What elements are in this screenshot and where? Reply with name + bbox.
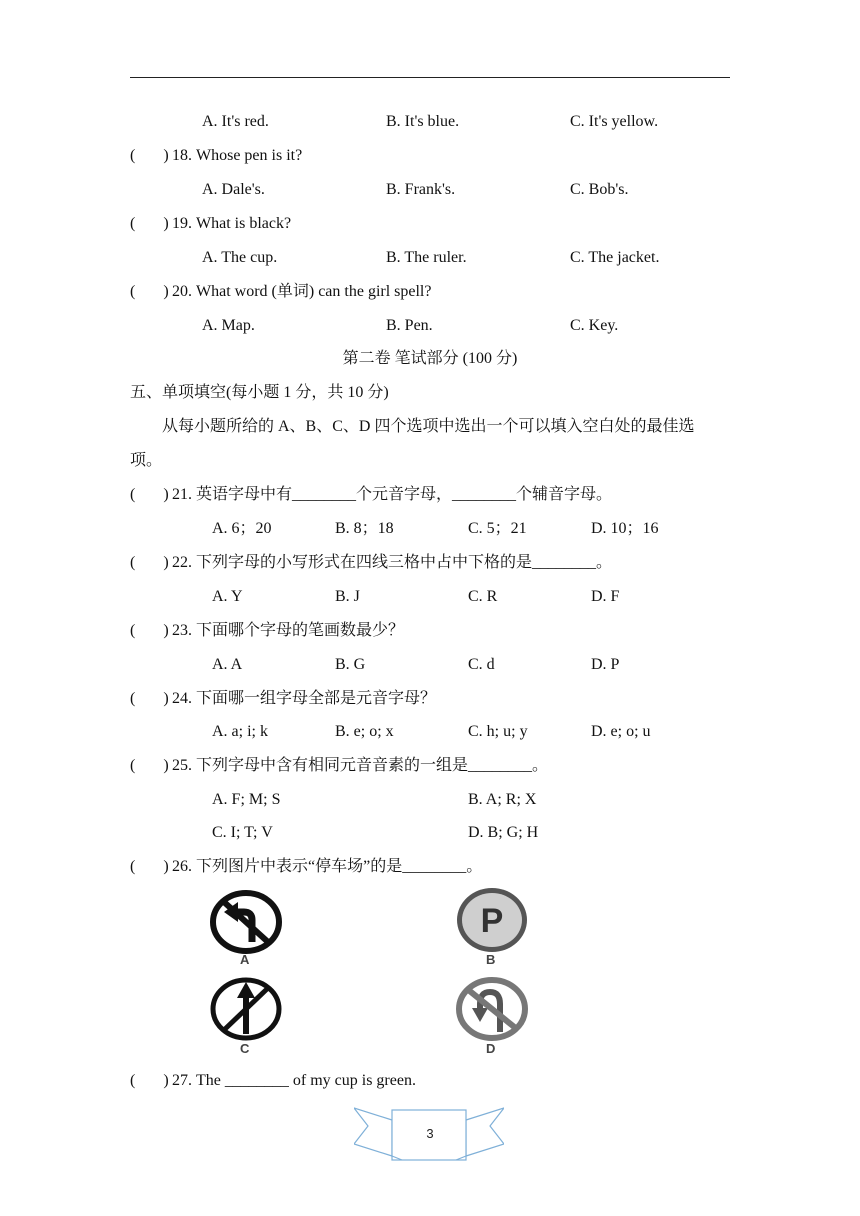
sign-label-a: A (240, 952, 250, 967)
q19-option-c: C. The jacket. (570, 249, 660, 266)
header-rule (130, 77, 730, 78)
q20-option-c: C. Key. (570, 317, 619, 334)
question-24: ( ) 24. 下面哪一组字母全部是元音字母？ (130, 690, 437, 707)
question-25: ( ) 25. 下列字母中含有相同元音音素的一组是________。 (130, 757, 549, 774)
q17-option-b: B. It's blue. (386, 113, 460, 130)
no-straight-sign-icon (208, 976, 284, 1042)
q23-option-c: C. d (468, 656, 495, 673)
q18-option-a: A. Dale's. (202, 181, 265, 198)
q20-option-a: A. Map. (202, 317, 255, 334)
q25-option-b: B. A; R; X (468, 791, 537, 808)
sign-label-d: D (486, 1041, 496, 1056)
sign-label-b: B (486, 952, 496, 967)
q23-option-a: A. A (212, 656, 243, 673)
parking-sign-icon (454, 886, 530, 954)
q25-option-a: A. F; M; S (212, 791, 281, 808)
q24-option-c: C. h; u; y (468, 723, 528, 740)
q22-option-d: D. F (591, 588, 620, 605)
question-18: ( ) 18. Whose pen is it? (130, 147, 303, 164)
question-27: ( ) 27. The ________ of my cup is green. (130, 1072, 416, 1089)
question-26: ( ) 26. 下列图片中表示“停车场”的是________。 (130, 858, 483, 875)
q17-option-c: C. It's yellow. (570, 113, 659, 130)
question-21: ( ) 21. 英语字母中有________个元音字母，________个辅音字母。 (130, 486, 613, 503)
q25-option-d: D. B; G; H (468, 824, 539, 841)
q18-option-b: B. Frank's. (386, 181, 456, 198)
q23-option-b: B. G (335, 656, 366, 673)
q18-option-c: C. Bob's. (570, 181, 629, 198)
q22-option-a: A. Y (212, 588, 243, 605)
part2-title: 第二卷 笔试部分 (100 分) (342, 350, 518, 367)
q24-option-d: D. e; o; u (591, 723, 651, 740)
question-20: ( ) 20. What word (单词) can the girl spell? (130, 283, 432, 300)
q17-option-a: A. It's red. (202, 113, 269, 130)
question-19: ( ) 19. What is black? (130, 215, 292, 232)
q21-option-b: B. 8；18 (335, 520, 394, 537)
q21-option-c: C. 5；21 (468, 520, 527, 537)
question-23: ( ) 23. 下面哪个字母的笔画数最少？ (130, 622, 405, 639)
q19-option-a: A. The cup. (202, 249, 278, 266)
sign-label-c: C (240, 1041, 250, 1056)
q21-option-a: A. 6；20 (212, 520, 272, 537)
q23-option-d: D. P (591, 656, 620, 673)
q24-option-b: B. e; o; x (335, 723, 394, 740)
section5-instruction-line1: 从每小题所给的 A、B、C、D 四个选项中选出一个可以填入空白处的最佳选 (162, 418, 695, 435)
section5-instruction-line2: 项。 (130, 452, 163, 469)
page-number: 3 (426, 1126, 434, 1141)
q25-option-c: C. I; T; V (212, 824, 273, 841)
q24-option-a: A. a; i; k (212, 723, 268, 740)
q19-option-b: B. The ruler. (386, 249, 467, 266)
section5-title: 五、单项填空(每小题 1 分，共 10 分) (130, 384, 389, 401)
no-left-turn-sign-icon (208, 890, 284, 956)
q20-option-b: B. Pen. (386, 317, 433, 334)
no-u-turn-sign-icon (454, 976, 530, 1042)
q21-option-d: D. 10；16 (591, 520, 659, 537)
parking-letter: P (480, 902, 504, 940)
question-22: ( ) 22. 下列字母的小写形式在四线三格中占中下格的是________。 (130, 554, 613, 571)
q22-option-c: C. R (468, 588, 498, 605)
q22-option-b: B. J (335, 588, 360, 605)
